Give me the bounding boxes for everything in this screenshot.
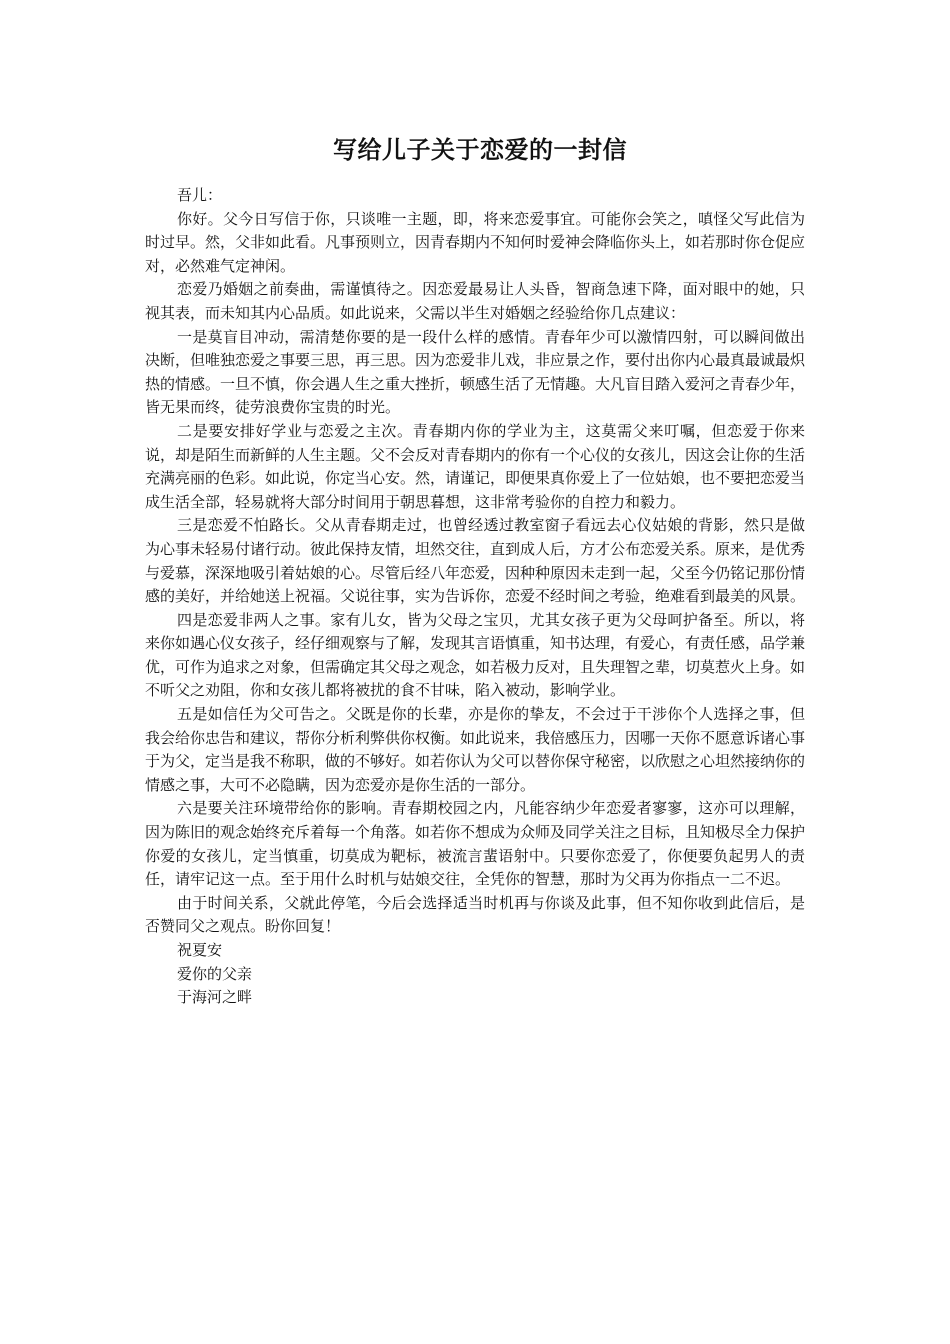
place: 于海河之畔 (177, 988, 253, 1007)
letter-title: 写给儿子关于恋爱的一封信 (333, 136, 627, 164)
closing: 祝夏安 (177, 941, 223, 959)
paragraph-advice-6: 六是要关注环境带给你的影响。青春期校园之内，凡能容纳少年恋爱者寥寥，这亦可以理解，因为陈旧的观念始终充斥着每一个角落。如若你不想成为众师及同学关注之目标，且知极尽全力保护你爱的女孩儿，定当慎重，切莫成为靶标，被流言蜚语射中。只要你恋爱了，你便要负起男人的责任，请牢记这一点。至于用什么时机与姑娘交往，全凭你的智慧，那时为父再为你指点一二不迟。 (145, 799, 806, 889)
paragraph-advice-5: 五是如信任为父可告之。父既是你的长辈，亦是你的挚友，不会过于干涉你个人选择之事，但我会给你忠告和建议，帮你分析利弊供你权衡。如此说来，我倍感压力，因哪一天你不愿意诉诸心事于为父，定当是我不称职，做的不够好。如若你认为父可以替你保守秘密，以欣慰之心坦然接纳你的情感之事，大可不必隐瞒，因为恋爱亦是你生活的一部分。 (145, 705, 806, 794)
letter-page (145, 132, 805, 1010)
paragraph-advice-2: 二是要安排好学业与恋爱之主次。青春期内你的学业为主，这莫需父来叮嘱，但恋爱于你来说，却是陌生而新鲜的人生主题。父不会反对青春期内的你有一个心仪的女孩儿，因这会让你的生活充满亮丽的色彩。如此说，你定当心安。然，请谨记，即便果真你爱上了一位姑娘，也不要把恋爱当成生活全部，轻易就将大部分时间用于朝思暮想，这非常考验你的自控力和毅力。 (145, 421, 806, 511)
paragraph-conclusion: 由于时间关系，父就此停笔，今后会选择适当时机再与你谈及此事，但不知你收到此信后，是否赞同父之观点。盼你回复！ (145, 893, 805, 936)
paragraph-advice-1: 一是莫盲目冲动，需清楚你要的是一段什么样的感情。青春年少可以激情四射，可以瞬间做出决断，但唯独恋爱之事要三思，再三思。因为恋爱非儿戏，非应景之作，要付出你内心最真最诚最炽热的情感。一旦不慎，你会遇人生之重大挫折，顿感生活了无情趣。大凡盲目踏入爱河之青春少年，皆无果而终，徒劳浪费你宝贵的时光。 (145, 327, 806, 417)
paragraph-intro: 恋爱乃婚姻之前奏曲，需谨慎待之。因恋爱最易让人头昏，智商急速下降，面对眼中的她，只视其表，而未知其内心品质。如此说来，父需以半生对婚姻之经验给你几点建议： (145, 280, 805, 322)
paragraph-advice-4: 四是恋爱非两人之事。家有儿女，皆为父母之宝贝，尤其女孩子更为父母呵护备至。所以，将来你如遇心仪女孩子，经仔细观察与了解，发现其言语慎重，知书达理，有爱心，有责任感，品学兼优，可作为追求之对象，但需确定其父母之观念，如若极力反对，且失理智之辈，切莫惹火上身。如不听父之劝阻，你和女孩儿都将被扰的食不甘味，陷入被动，影响学业。 (145, 610, 806, 700)
paragraph-advice-3: 三是恋爱不怕路长。父从青春期走过，也曾经透过教室窗子看远去心仪姑娘的背影，然只是做为心事未轻易付诸行动。彼此保持友情，坦然交往，直到成人后，方才公布恋爱关系。原来，是优秀与爱慕，深深地吸引着姑娘的心。尽管后经八年恋爱，因种种原因未走到一起，父至今仍铭记那份情感的美好，并给她送上祝福。父说往事，实为告诉你，恋爱不经时间之考验，绝难看到最美的风景。 (145, 516, 806, 606)
salutation: 吾儿： (177, 186, 223, 204)
paragraph-greeting: 你好。父今日写信于你，只谈唯一主题，即，将来恋爱事宜。可能你会笑之，嗔怪父写此信为时过早。然，父非如此看。凡事预则立，因青春期内不知何时爱神会降临你头上，如若那时你仓促应对，必然难气定神闲。 (145, 209, 806, 275)
signature: 爱你的父亲 (177, 964, 253, 983)
